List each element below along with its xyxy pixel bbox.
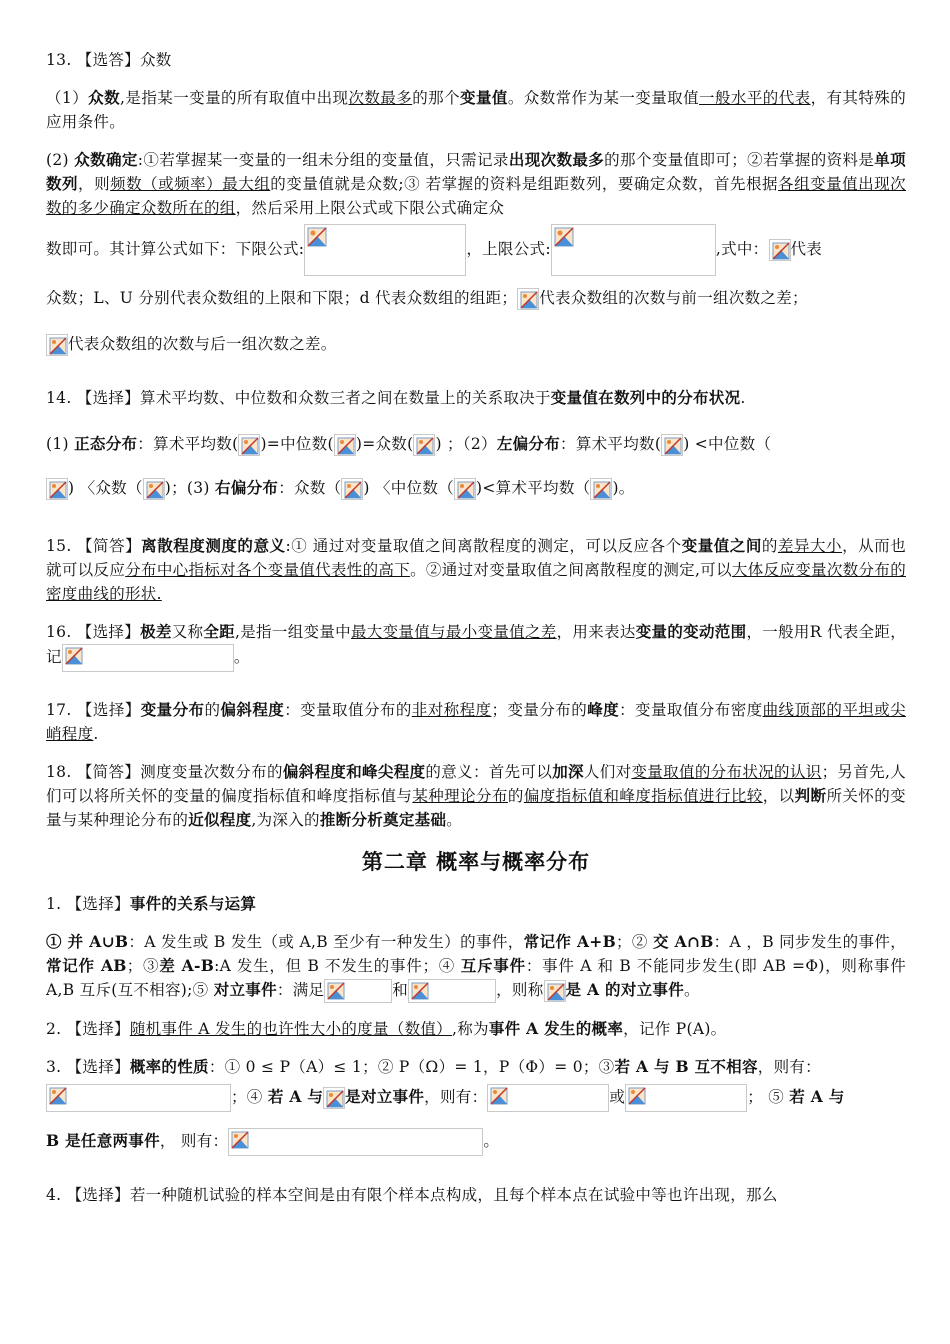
c4-paragraph: [46, 1183, 906, 1207]
text-run: ) 〈众数（: [68, 479, 143, 497]
text-run: 数即可。其计算公式如下：下限公式:: [46, 240, 305, 258]
broken-image-icon: [769, 239, 791, 261]
broken-image-icon: [323, 1087, 345, 1109]
text-run: 的意义：首先可以: [425, 763, 553, 781]
q13-formula-line: [46, 220, 906, 278]
text-run: :①若掌握某一变量的一组未分组的变量值，只需记录: [137, 151, 509, 169]
text-run: ，则有：: [757, 1058, 821, 1076]
text-run: 偏斜程度: [220, 700, 285, 719]
broken-image-icon: [551, 224, 716, 276]
text-run: 出现次数最多: [508, 150, 605, 169]
text-run: ) ；（2）: [435, 435, 497, 453]
text-run: 变量值: [460, 88, 508, 107]
text-run: 变量值之间: [681, 536, 762, 555]
text-run: 极差: [140, 622, 172, 641]
text-run: ：变量取值分布的: [284, 701, 412, 719]
text-run: 4. 【选择】若一种随机试验的样本空间是由有限个样本点构成，且每个样本点在试验中等也许出现，那么: [46, 1186, 778, 1204]
text-run: 14. 【选择】算术平均数、中位数和众数三者之间在数量上的关系取决于: [46, 389, 551, 407]
text-run: 17. 【选择】: [46, 701, 141, 719]
text-run: ；③: [126, 957, 160, 975]
q14-paragraph-3: [46, 464, 906, 512]
text-run: ,是指一组变量中: [235, 623, 351, 641]
q13-definitions-line: [46, 278, 906, 318]
text-run: 离散程度测度的意义: [141, 536, 286, 555]
text-run: ，一般用R 代表全距，记: [46, 623, 906, 666]
text-run: )=众数(: [355, 435, 414, 453]
text-run: 变量分布: [140, 700, 205, 719]
text-run: 的那个: [412, 89, 461, 107]
broken-image-icon: [408, 979, 496, 1003]
text-run: ,为深入的: [251, 811, 320, 829]
text-run: 13. 【选答】众数: [46, 51, 172, 69]
text-run: 众数；L、U 分别代表众数组的上限和下限；d 代表众数组的组距；: [46, 289, 518, 307]
text-run: 人们对: [583, 763, 632, 781]
q17-paragraph: [46, 698, 906, 746]
text-run: ,是指某一变量的所有取值中出现: [120, 89, 349, 107]
text-run: 。: [233, 648, 250, 666]
broken-image-icon: [544, 980, 566, 1002]
text-run: 右偏分布: [215, 478, 279, 497]
broken-image-icon: [304, 224, 466, 276]
broken-image-icon: [228, 1128, 483, 1156]
broken-image-icon: [454, 478, 476, 500]
text-run: B 是任意两事件: [46, 1131, 160, 1150]
text-run: 单项数列: [46, 150, 906, 193]
text-run: 正态分布: [74, 434, 138, 453]
text-run: 次数最多: [348, 89, 413, 107]
text-run: 18. 【简答】测度变量次数分布的: [46, 763, 283, 781]
text-run: ，然后采用上限公式或下限公式确定众: [235, 199, 505, 217]
text-run: ：A ，B 同步发生的事件，: [713, 933, 907, 951]
text-run: ，记作 P(A)。: [623, 1020, 727, 1038]
text-run: ：事件 A 和 B 不能同步发生(即 AB =Φ)，则称事件 A,B 互斥(互不相容);⑤: [46, 957, 906, 999]
q14-paragraph-1: [46, 386, 906, 410]
text-run: (2): [46, 151, 75, 169]
text-run: 随机事件 A 发生的也许性大小的度量（数值）: [129, 1020, 452, 1038]
text-run: ,式中：: [715, 240, 769, 258]
text-run: 若 A 与: [267, 1087, 324, 1106]
text-run: 偏斜程度和峰尖程度: [282, 762, 426, 781]
text-run: ， 则有：: [159, 1132, 229, 1150]
text-run: 概率的性质: [129, 1057, 209, 1076]
text-run: :A 发生，但 B 不发生的事件；④: [214, 957, 461, 975]
text-run: 2. 【选择】: [46, 1020, 130, 1038]
text-run: 的: [204, 701, 221, 719]
text-run: 频数（或频率）最大组: [110, 175, 271, 193]
text-run: 判断: [794, 786, 827, 805]
text-run: 代表众数组的次数与后一组次数之差。: [68, 335, 337, 353]
text-run: ：算术平均数(: [137, 435, 239, 453]
text-run: 左偏分布: [496, 434, 561, 453]
text-run: 曲线顶部的平坦或尖峭程度: [46, 701, 906, 743]
c1-title: [46, 892, 906, 916]
text-run: 变量的变动范围: [635, 622, 747, 641]
c3-formula-line-2: [46, 1115, 906, 1167]
broken-image-icon: [341, 478, 363, 500]
text-run: 所关怀的变量与某种理论分布的: [46, 787, 906, 829]
text-run: )<算术平均数（: [476, 479, 591, 497]
text-run: 众数确定: [74, 150, 138, 169]
q16-paragraph: [46, 620, 906, 672]
text-run: 推断分析奠定基础: [319, 810, 447, 829]
text-run: 3. 【选择】: [46, 1058, 130, 1076]
broken-image-icon: [590, 478, 612, 500]
text-run: )=中位数(: [260, 435, 334, 453]
text-run: ：A 发生或 B 发生（或 A,B 至少有一种发生）的事件，: [128, 933, 524, 951]
text-run: .: [740, 389, 746, 407]
q18-paragraph: [46, 760, 906, 832]
broken-image-icon: [46, 334, 68, 356]
text-run: ；②: [615, 933, 653, 951]
text-run: 交 A∩B: [652, 932, 714, 951]
text-run: 对立事件: [213, 980, 277, 999]
text-run: 的变量值就是众数;③ 若掌握的资料是组距数列，要确定众数，首先根据: [270, 175, 779, 193]
text-run: 差异大小: [777, 537, 843, 555]
text-run: 某种理论分布: [412, 787, 508, 805]
text-run: ；另首先,人们可以将所关怀的变量的偏度指标值和峰度指标值与: [46, 763, 907, 805]
text-run: 。②通过对变量取值之间离散程度的测定,可以: [410, 561, 732, 579]
text-run: 代表: [790, 240, 823, 258]
broken-image-icon: [413, 434, 435, 456]
broken-image-icon: [661, 434, 683, 456]
q15-paragraph: [46, 534, 906, 606]
text-run: 的: [761, 537, 778, 555]
text-run: 。: [483, 1132, 500, 1150]
broken-image-icon: [487, 1084, 609, 1112]
text-run: 全距: [203, 622, 235, 641]
text-run: ，有其特殊的应用条件。: [46, 89, 907, 131]
text-run: ：变量取值分布密度: [619, 701, 763, 719]
text-run: 1. 【选择】: [46, 895, 130, 913]
text-run: 偏度指标值和峰度指标值进行比较: [523, 787, 763, 805]
text-run: 是对立事件: [345, 1087, 425, 1106]
text-run: ，从而也就可以反应: [46, 537, 907, 579]
text-run: 。: [684, 981, 700, 999]
text-run: 是 A 的对立事件: [565, 980, 685, 999]
text-run: 加深: [552, 762, 584, 781]
c3-paragraph: [46, 1055, 906, 1079]
text-run: 变量取值的分布状况的认识: [631, 763, 822, 781]
broken-image-icon: [46, 1084, 231, 1112]
text-run: 常记作 AB: [46, 956, 127, 975]
broken-image-icon: [517, 288, 539, 310]
text-run: ,称为: [451, 1020, 489, 1038]
broken-image-icon: [238, 434, 260, 456]
text-run: 事件 A 发生的概率: [488, 1019, 624, 1038]
c1-body: [46, 930, 906, 1003]
text-run: ，则有：: [424, 1088, 488, 1106]
text-run: ) <中位数（: [683, 435, 772, 453]
text-run: 又称: [171, 623, 204, 641]
text-run: 互斥事件: [460, 956, 526, 975]
text-run: 若 A 与: [789, 1087, 845, 1106]
text-run: ：算术平均数(: [560, 435, 662, 453]
text-run: 最大变量值与最小变量值之差: [350, 623, 557, 641]
text-run: ：① 0 ≤ P（A）≤ 1；② P（Ω）= 1，P（Φ）= 0；③: [208, 1058, 615, 1076]
text-run: 的: [507, 787, 524, 805]
text-run: 事件的关系与运算: [129, 894, 257, 913]
broken-image-icon: [62, 644, 234, 672]
text-run: 一般水平的代表: [699, 89, 811, 107]
text-run: 各组变量值出现次数的多少确定众数所在的组: [46, 175, 906, 217]
q13-definitions-line-2: [46, 324, 906, 364]
text-run: 差 A-B: [159, 956, 215, 975]
q13-title: [46, 48, 906, 72]
text-run: ：众数（: [278, 479, 342, 497]
text-run: ① 并 A∪B: [46, 932, 129, 951]
text-run: 常记作 A+B: [523, 932, 616, 951]
text-run: ，用来表达: [556, 623, 636, 641]
text-run: (1): [46, 435, 75, 453]
text-run: 近似程度: [188, 810, 252, 829]
text-run: ；变量分布的: [491, 701, 588, 719]
text-run: ； ⑤: [747, 1088, 790, 1106]
text-run: ，则称: [496, 981, 544, 999]
text-run: 峰度: [587, 700, 620, 719]
text-run: ，则: [78, 175, 111, 193]
q13-paragraph-2: [46, 148, 906, 220]
text-run: ，以: [762, 787, 795, 805]
text-run: 变量值在数列中的分布状况: [550, 388, 741, 407]
text-run: :① 通过对变量取值之间离散程度的测定，可以反应各个: [285, 537, 682, 555]
text-run: 。众数常作为某一变量取值: [507, 89, 700, 107]
text-run: 代表众数组的次数与前一组次数之差；: [539, 289, 808, 307]
text-run: 。: [446, 811, 463, 829]
text-run: ；④: [231, 1088, 268, 1106]
text-run: 若 A 与 B 互不相容: [614, 1057, 758, 1076]
broken-image-icon: [46, 478, 68, 500]
text-run: ：满足: [276, 981, 325, 999]
chapter-title: 第二章 概率与概率分布: [361, 850, 591, 874]
text-run: 分布中心指标对各个变量值代表性的高下: [125, 561, 411, 579]
text-run: 大体反应变量次数分布的密度曲线的形状.: [46, 561, 906, 603]
q13-paragraph-1: [46, 86, 906, 134]
text-run: .: [93, 725, 99, 743]
text-run: 16. 【选择】: [46, 623, 141, 641]
text-run: 非对称程度: [411, 701, 492, 719]
document-page: [46, 48, 906, 1221]
broken-image-icon: [324, 979, 392, 1003]
text-run: 和: [392, 981, 409, 999]
c2-paragraph: [46, 1017, 906, 1041]
text-run: ，上限公式:: [466, 240, 551, 258]
text-run: 或: [609, 1088, 626, 1106]
c3-formula-line: [46, 1079, 906, 1115]
q14-paragraph-2: [46, 424, 906, 464]
text-run: ) 〈中位数（: [363, 479, 454, 497]
text-run: 的那个变量值即可；②若掌握的资料是: [604, 151, 875, 169]
text-run: )；(3): [164, 479, 216, 497]
text-run: （1）: [46, 89, 89, 107]
text-run: 15. 【简答】: [46, 537, 142, 555]
broken-image-icon: [143, 478, 165, 500]
broken-image-icon: [334, 434, 356, 456]
text-run: 众数: [88, 88, 121, 107]
text-run: )。: [612, 479, 635, 497]
broken-image-icon: [625, 1084, 747, 1112]
